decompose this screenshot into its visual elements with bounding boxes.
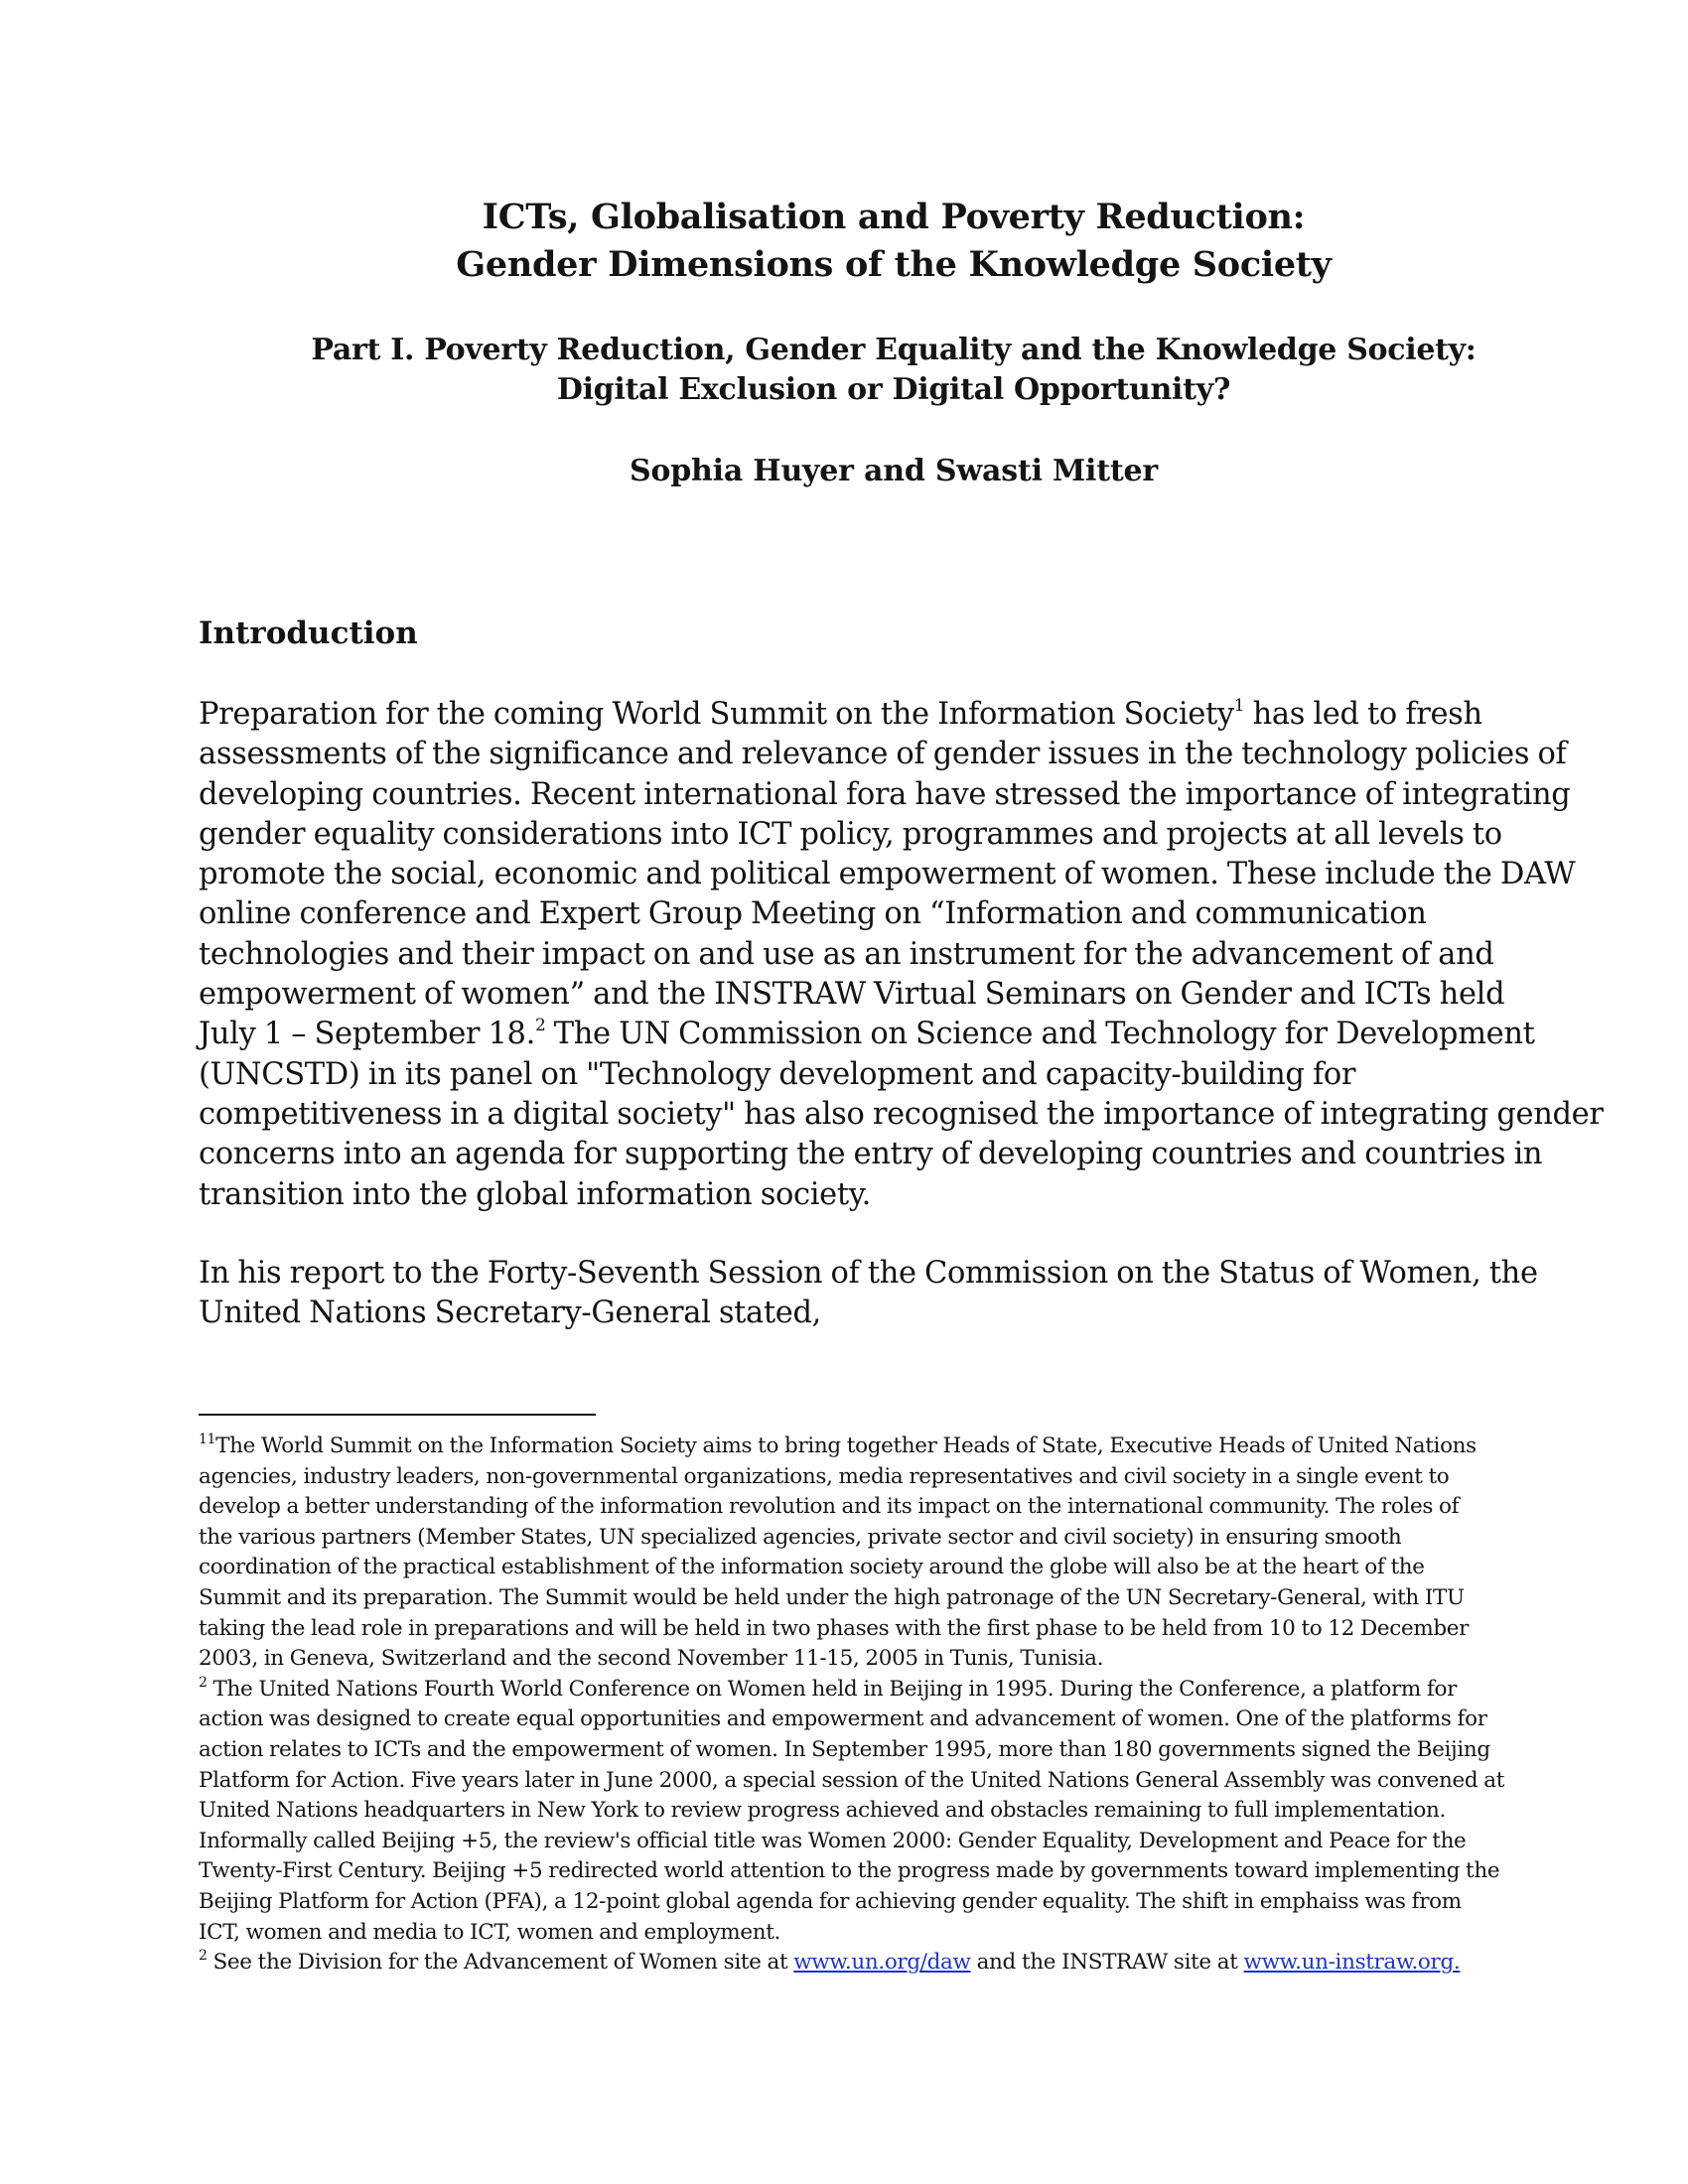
- footnote-marker: 2: [199, 1948, 208, 1965]
- paragraph-line: [199, 695, 1519, 735]
- footnote-separator: [199, 1414, 596, 1416]
- footnote-line: Informally called Beijing +5, the review's official title was Women 2000: Gender Equality, Development and Peace for the: [199, 1828, 1467, 1853]
- paragraph-line: concerns into an agenda for supporting the entry of developing countries and countries in: [199, 1137, 1543, 1172]
- introduction-paragraph-2: [199, 1254, 1538, 1334]
- footnote-ref-1[interactable]: 1: [1233, 696, 1245, 716]
- paragraph-line: developing countries. Recent international fora have stressed the importance of integrating: [199, 776, 1571, 812]
- paragraph-line: gender equality considerations into ICT policy, programmes and projects at all levels to: [199, 816, 1502, 852]
- subtitle-line-1: Part I. Poverty Reduction, Gender Equality and the Knowledge Society:: [311, 333, 1477, 367]
- footnote-line: United Nations headquarters in New York to review progress achieved and obstacles remaining to full implementation.: [199, 1798, 1447, 1824]
- title-line-1: ICTs, Globalisation and Poverty Reduction:: [482, 197, 1306, 237]
- footnote-line: coordination of the practical establishment of the information society around the globe will also be at the heart of the: [199, 1555, 1425, 1580]
- section-heading-introduction: Introduction: [199, 615, 418, 651]
- footnote-marker: 2: [199, 1674, 208, 1691]
- paragraph-line: technologies and their impact on and use as an instrument for the advancement of and: [199, 936, 1494, 972]
- footnote-text: See the Division for the Advancement of Women site at: [207, 1950, 794, 1976]
- footnote-line: [199, 1432, 1519, 1462]
- footnote-line: develop a better understanding of the information revolution and its impact on the international community. The roles of: [199, 1494, 1460, 1520]
- title-line-2: Gender Dimensions of the Knowledge Society: [456, 244, 1332, 285]
- paragraph-text: July 1 – September 18.: [199, 1017, 535, 1052]
- footnote-line: [199, 1948, 1519, 1979]
- footnote-line: Summit and its preparation. The Summit would be held under the high patronage of the UN Secretary-General, with ITU: [199, 1584, 1465, 1610]
- footnote-line: action was designed to create equal opportunities and empowerment and advancement of women. One of the platforms for: [199, 1706, 1487, 1732]
- link-un-daw[interactable]: www.un.org/daw: [793, 1950, 971, 1976]
- paragraph-line: empowerment of women” and the INSTRAW Virtual Seminars on Gender and ICTs held: [199, 977, 1505, 1013]
- paragraph-line: competitiveness in a digital society" has also recognised the importance of integrating gender: [199, 1096, 1604, 1132]
- footnote-line: Platform for Action. Five years later in June 2000, a special session of the United Nations General Assembly was convened at: [199, 1767, 1505, 1793]
- footnote-line: ICT, women and media to ICT, women and employment.: [199, 1919, 780, 1945]
- footnote-line: Twenty-First Century. Beijing +5 redirected world attention to the progress made by governments toward implementing the: [199, 1858, 1500, 1884]
- footnotes: [199, 1432, 1519, 1979]
- footnote-line: agencies, industry leaders, non-governmental organizations, media representatives and civil society in a single event to: [199, 1463, 1450, 1489]
- paragraph-line: [199, 1015, 1535, 1054]
- footnote-line: action relates to ICTs and the empowerment of women. In September 1995, more than 180 governments signed the Beijing: [199, 1736, 1490, 1762]
- paragraph-line: In his report to the Forty-Seventh Session of the Commission on the Status of Women, the: [199, 1256, 1538, 1291]
- paragraph-line: assessments of the significance and relevance of gender issues in the technology policies of: [199, 737, 1567, 772]
- link-un-instraw[interactable]: www.un-instraw.org.: [1243, 1950, 1461, 1976]
- paragraph-line: United Nations Secretary-General stated,: [199, 1296, 822, 1331]
- footnote-line: [199, 1675, 1519, 1706]
- footnote-marker: 11: [199, 1432, 216, 1447]
- footnote-line: taking the lead role in preparations and will be held in two phases with the first phase to be held from 10 to 12 December: [199, 1615, 1470, 1641]
- footnote-text: The World Summit on the Information Society aims to bring together Heads of State, Executive Heads of United Nations: [215, 1433, 1477, 1458]
- footnote-2: [199, 1675, 1519, 1948]
- footnote-text: The United Nations Fourth World Conference on Women held in Beijing in 1995. During the Conference, a platform for: [207, 1676, 1458, 1702]
- paragraph-text: has led to fresh: [1244, 697, 1482, 732]
- footnote-line: Beijing Platform for Action (PFA), a 12-point global agenda for achieving gender equality. The shift in emphaiss was from: [199, 1888, 1462, 1914]
- paragraph-line: online conference and Expert Group Meeting on “Information and communication: [199, 896, 1427, 932]
- footnote-line: 2003, in Geneva, Switzerland and the second November 11-15, 2005 in Tunis, Tunisia.: [199, 1646, 1104, 1672]
- document-subtitle: [0, 331, 1688, 410]
- footnote-ref-2[interactable]: 2: [534, 1016, 546, 1036]
- introduction-paragraph-1: [199, 695, 1604, 1215]
- paragraph-text: Preparation for the coming World Summit on the Information Society: [199, 697, 1234, 732]
- footnote-text: and the INSTRAW site at: [970, 1950, 1244, 1976]
- paragraph-line: transition into the global information society.: [199, 1176, 871, 1212]
- paragraph-text: The UN Commission on Science and Technology for Development: [545, 1017, 1535, 1052]
- footnote-1: [199, 1432, 1519, 1675]
- subtitle-line-2: Digital Exclusion or Digital Opportunity?: [556, 372, 1231, 407]
- authors: Sophia Huyer and Swasti Mitter: [629, 454, 1159, 488]
- paragraph-line: promote the social, economic and political empowerment of women. These include the DAW: [199, 857, 1576, 892]
- footnote-3: [199, 1948, 1519, 1979]
- document-title: [0, 194, 1688, 289]
- paragraph-line: (UNCSTD) in its panel on "Technology development and capacity-building for: [199, 1056, 1356, 1092]
- footnote-line: the various partners (Member States, UN specialized agencies, private sector and civil society) in ensuring smooth: [199, 1524, 1402, 1550]
